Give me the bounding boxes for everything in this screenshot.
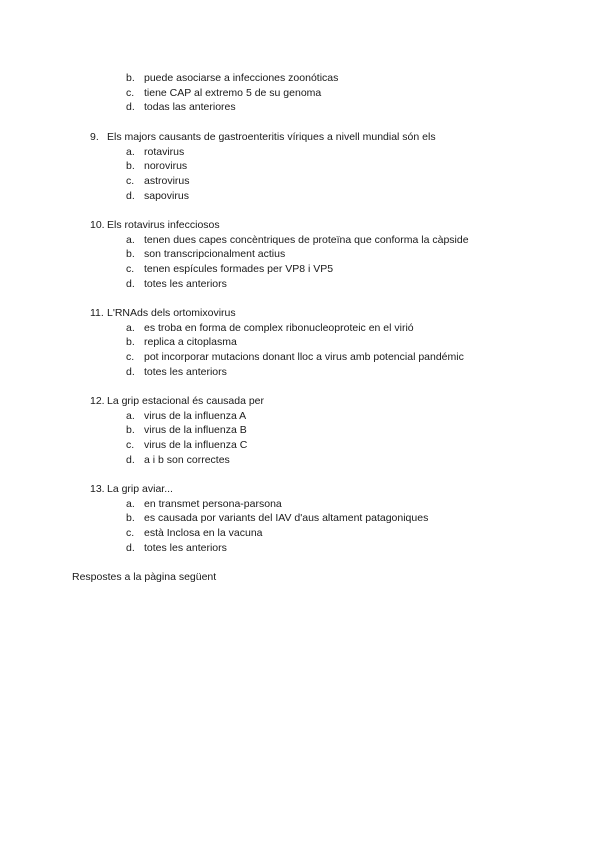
option-text: a i b son correctes xyxy=(144,454,230,466)
option-text: virus de la influenza B xyxy=(144,424,247,436)
option-text: sapovirus xyxy=(144,190,189,202)
option-letter: c. xyxy=(126,87,135,99)
option-text: està Inclosa en la vacuna xyxy=(144,527,263,539)
option-text: puede asociarse a infecciones zoonóticas xyxy=(144,72,339,84)
option-letter: b. xyxy=(126,160,135,172)
option-text: replica a citoplasma xyxy=(144,336,237,348)
option-letter: b. xyxy=(126,72,135,84)
option-letter: b. xyxy=(126,512,135,524)
question-text: L'RNAds dels ortomixovirus xyxy=(107,307,236,319)
option-letter: b. xyxy=(126,336,135,348)
question-text: La grip aviar... xyxy=(107,483,173,495)
question-number: 9. xyxy=(90,131,99,143)
option-text: es causada por variants del IAV d'aus altament patagoniques xyxy=(144,512,429,524)
option-letter: c. xyxy=(126,263,135,275)
option-letter: d. xyxy=(126,278,135,290)
question-text: Els rotavirus infecciosos xyxy=(107,219,220,231)
question-number: 11. xyxy=(90,307,104,319)
question-number: 13. xyxy=(90,483,105,495)
option-text: tiene CAP al extremo 5 de su genoma xyxy=(144,87,322,99)
option-letter: c. xyxy=(126,439,135,451)
option-text: pot incorporar mutacions donant lloc a virus amb potencial pandémic xyxy=(144,351,464,363)
option-text: es troba en forma de complex ribonucleoproteic en el virió xyxy=(144,322,414,334)
question-text: La grip estacional és causada per xyxy=(107,395,265,407)
option-text: tenen dues capes concèntriques de proteïna que conforma la càpside xyxy=(144,234,469,246)
question-number: 12. xyxy=(90,395,105,407)
option-letter: c. xyxy=(126,527,135,539)
option-letter: d. xyxy=(126,190,135,202)
option-letter: d. xyxy=(126,366,135,378)
option-text: todas las anteriores xyxy=(144,101,236,113)
option-letter: a. xyxy=(126,234,135,246)
option-text: totes les anteriors xyxy=(144,366,227,378)
option-text: astrovirus xyxy=(144,175,190,187)
option-text: totes les anteriors xyxy=(144,542,227,554)
question-text: Els majors causants de gastroenteritis víriques a nivell mundial són els xyxy=(107,131,436,143)
option-text: son transcripcionalment actius xyxy=(144,248,286,260)
option-text: en transmet persona-parsona xyxy=(144,498,282,510)
option-letter: b. xyxy=(126,248,135,260)
option-text: virus de la influenza C xyxy=(144,439,248,451)
option-text: totes les anteriors xyxy=(144,278,227,290)
option-text: norovirus xyxy=(144,160,188,172)
option-letter: a. xyxy=(126,498,135,510)
question-number: 10. xyxy=(90,219,105,231)
option-letter: d. xyxy=(126,542,135,554)
option-letter: d. xyxy=(126,454,135,466)
option-letter: b. xyxy=(126,424,135,436)
option-text: virus de la influenza A xyxy=(144,410,247,422)
footer-note: Respostes a la pàgina següent xyxy=(72,571,217,583)
option-letter: a. xyxy=(126,410,135,422)
option-text: rotavirus xyxy=(144,146,185,158)
option-letter: d. xyxy=(126,101,135,113)
option-text: tenen espícules formades per VP8 i VP5 xyxy=(144,263,334,275)
option-letter: a. xyxy=(126,146,135,158)
option-letter: c. xyxy=(126,175,135,187)
option-letter: c. xyxy=(126,351,135,363)
option-letter: a. xyxy=(126,322,135,334)
